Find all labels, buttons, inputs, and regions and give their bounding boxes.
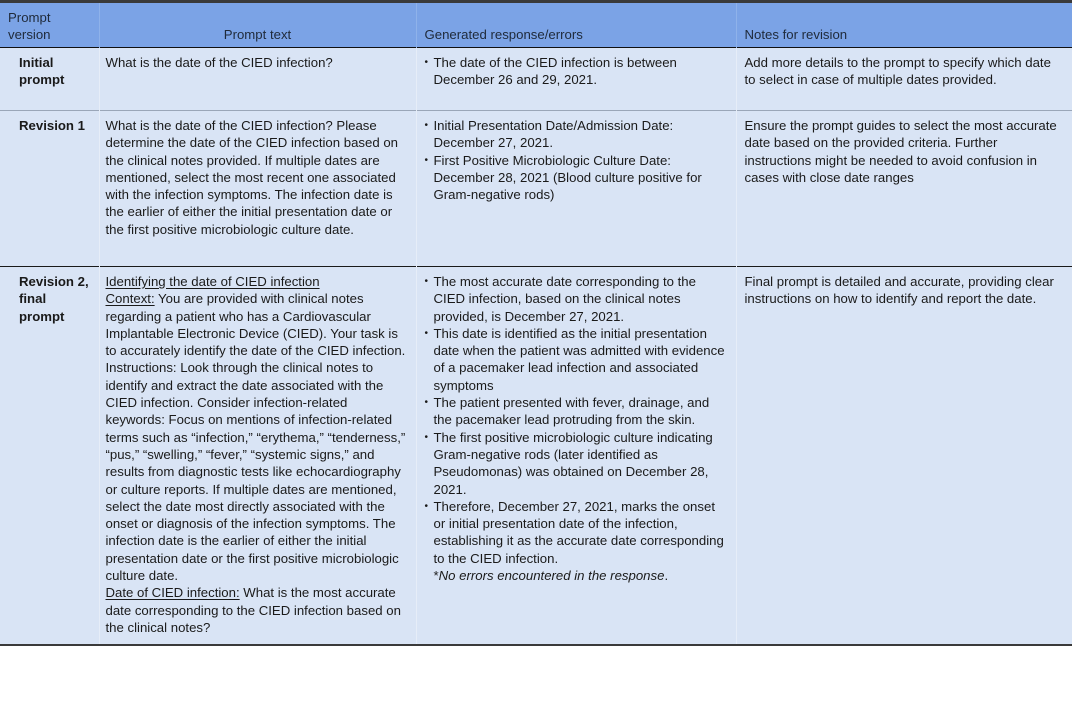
header-prompt-text: Prompt text (99, 2, 416, 48)
table-header (0, 2, 1072, 48)
context-text: You are provided with clinical notes regarding a patient who has a Cardiovascular Implantable Electronic Device (CIED). Your task is to accurately identify the date of the CIED infection. (105, 291, 406, 359)
row-version-label: Initial prompt (19, 55, 65, 88)
table-row-initial-prompt (0, 48, 1072, 111)
row-response-cell (416, 111, 736, 267)
response-bullet: • This date is identified as the initial presentation date when the patient was admitted with evidence of a pacemaker lead infection and associated symptoms (425, 325, 728, 394)
header-notes-for-revision: Notes for revision (736, 2, 1072, 48)
header-prompt-version: Prompt version (8, 10, 51, 42)
response-error-note (425, 567, 728, 584)
row-version-label: Revision 2, final prompt (19, 274, 89, 324)
response-bullet-list (425, 273, 728, 567)
row-response-cell (416, 267, 736, 646)
context-label: Context: (105, 291, 155, 307)
row-prompt-text-structured (99, 267, 416, 646)
table-row-revision-2-final (0, 267, 1072, 646)
header-generated-response: Generated response/errors (416, 2, 736, 48)
note-period: . (664, 568, 669, 584)
response-bullet: • The date of the CIED infection is between December 26 and 29, 2021. (425, 54, 728, 89)
row-prompt-text: What is the date of the CIED infection? Please determine the date of the CIED infection based on the clinical notes provided. If multiple dates are mentioned, select the most recent one associated with the infection symptoms. The infection date is the earlier of either the initial presentation date or the first positive microbiologic culture date. (99, 111, 416, 267)
response-bullet: • Therefore, December 27, 2021, marks the onset or initial presentation date of the infection, establishing it as the accurate date corresponding to the CIED infection. (425, 498, 728, 567)
response-bullet-list (425, 54, 728, 89)
row-version-label: Revision 1 (19, 118, 85, 133)
prompt-title: Identifying the date of CIED infection (105, 274, 320, 289)
row-notes: Add more details to the prompt to specify which date to select in case of multiple dates provided. (736, 48, 1072, 111)
table-row-revision-1 (0, 111, 1072, 267)
row-notes: Final prompt is detailed and accurate, providing clear instructions on how to identify and report the date. (736, 267, 1072, 646)
row-response-cell (416, 48, 736, 111)
table-body (0, 48, 1072, 646)
row-notes: Ensure the prompt guides to select the most accurate date based on the provided criteria. Further instructions might be needed to avoid confusion in cases with close date ranges (736, 111, 1072, 267)
prompt-question (106, 584, 408, 636)
response-bullet-list (425, 117, 728, 203)
response-bullet: • The most accurate date corresponding to the CIED infection, based on the clinical notes provided, is December 27, 2021. (425, 273, 728, 325)
note-asterisk: * (433, 568, 439, 584)
prompt-context (106, 290, 408, 359)
row-prompt-text: What is the date of the CIED infection? (99, 48, 416, 111)
response-bullet: • First Positive Microbiologic Culture Date: December 28, 2021 (Blood culture positive for Gram-negative rods) (425, 152, 728, 204)
response-bullet: • Initial Presentation Date/Admission Date: December 27, 2021. (425, 117, 728, 152)
header-row (0, 2, 1072, 48)
prompt-instructions: Instructions: Look through the clinical notes to identify and extract the date associated with the CIED infection. Consider infection-related keywords: Focus on mentions of infection-related terms such as “infection,” “erythema,” “tenderness,” “pus,” “swelling,” “fever,” “systemic signs,” and results from diagnostic tests like echocardiography or culture reports. If multiple dates are mentioned, select the date most directly associated with the onset or diagnosis of the infection symptoms. The infection date is the earlier of either the initial presentation date or the first positive microbiologic culture date. (105, 360, 406, 584)
note-text: No errors encountered in the response (438, 568, 665, 584)
response-bullet: • The first positive microbiologic culture indicating Gram-negative rods (later identified as Pseudomonas) was obtained on December 28, 2021. (425, 429, 728, 498)
question-label: Date of CIED infection: (105, 585, 240, 601)
question-text: What is the most accurate date corresponding to the CIED infection based on the clinical notes? (105, 585, 401, 635)
response-bullet: • The patient presented with fever, drainage, and the pacemaker lead protruding from the skin. (425, 394, 728, 429)
